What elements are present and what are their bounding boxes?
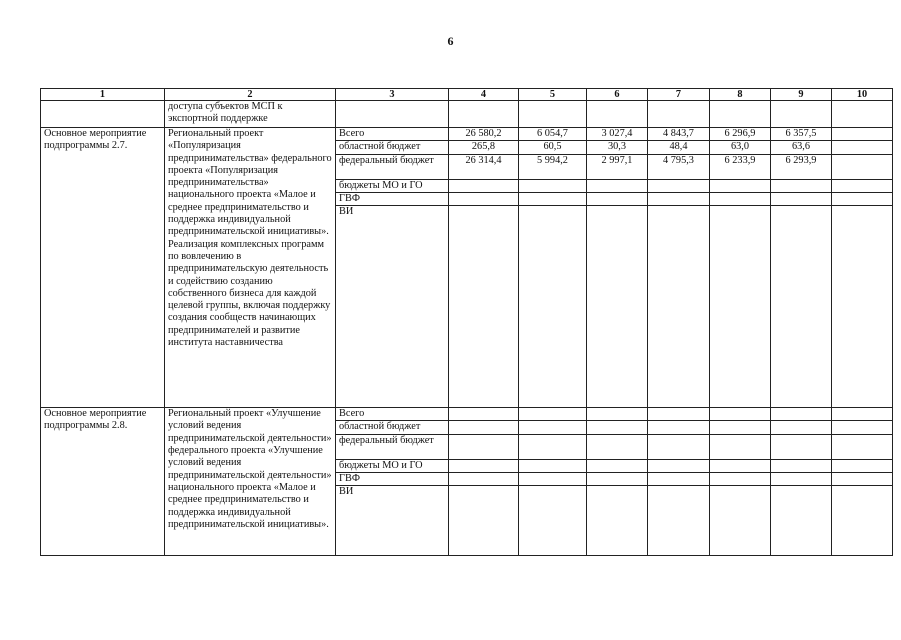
funding-source: ВИ: [336, 206, 449, 408]
value-cell: [832, 459, 893, 472]
value-cell: [832, 473, 893, 486]
value-cell: [648, 473, 710, 486]
funding-source: областной бюджет: [336, 421, 449, 434]
value-cell: [832, 141, 893, 154]
col-header-2: 2: [165, 89, 336, 101]
value-cell: [710, 179, 771, 192]
value-cell: 6 296,9: [710, 128, 771, 141]
value-cell: [648, 179, 710, 192]
value-cell: [648, 206, 710, 408]
page-number: 6: [447, 34, 454, 48]
empty-cell: [648, 101, 710, 128]
value-cell: [449, 206, 519, 408]
empty-cell: [41, 101, 165, 128]
value-cell: [648, 192, 710, 205]
value-cell: 60,5: [519, 141, 587, 154]
funding-source: федеральный бюджет: [336, 154, 449, 179]
funding-source: Всего: [336, 408, 449, 421]
value-cell: [710, 459, 771, 472]
value-cell: 6 357,5: [771, 128, 832, 141]
value-cell: [587, 434, 648, 459]
continuation-text: доступа субъектов МСП к экспортной поддержке: [165, 101, 336, 128]
value-cell: [710, 192, 771, 205]
value-cell: 48,4: [648, 141, 710, 154]
value-cell: [771, 206, 832, 408]
empty-cell: [519, 101, 587, 128]
value-cell: [519, 434, 587, 459]
value-cell: [648, 486, 710, 556]
value-cell: [771, 459, 832, 472]
value-cell: 2 997,1: [587, 154, 648, 179]
value-cell: 4 843,7: [648, 128, 710, 141]
empty-cell: [710, 101, 771, 128]
value-cell: [519, 473, 587, 486]
value-cell: [587, 408, 648, 421]
value-cell: [519, 179, 587, 192]
value-cell: [832, 192, 893, 205]
funding-source: федеральный бюджет: [336, 434, 449, 459]
value-cell: [587, 192, 648, 205]
value-cell: 6 054,7: [519, 128, 587, 141]
value-cell: [519, 408, 587, 421]
value-cell: 265,8: [449, 141, 519, 154]
empty-cell: [587, 101, 648, 128]
value-cell: [832, 421, 893, 434]
value-cell: 26 314,4: [449, 154, 519, 179]
value-cell: [710, 421, 771, 434]
value-cell: [449, 408, 519, 421]
value-cell: [449, 179, 519, 192]
col-header-6: 6: [587, 89, 648, 101]
value-cell: [587, 459, 648, 472]
value-cell: [587, 179, 648, 192]
value-cell: [832, 486, 893, 556]
value-cell: [771, 434, 832, 459]
value-cell: [587, 421, 648, 434]
value-cell: [832, 154, 893, 179]
event-name: Основное мероприятие подпрограммы 2.7.: [41, 128, 165, 408]
value-cell: 6 233,9: [710, 154, 771, 179]
value-cell: [449, 421, 519, 434]
value-cell: [771, 486, 832, 556]
funding-source: областной бюджет: [336, 141, 449, 154]
col-header-3: 3: [336, 89, 449, 101]
value-cell: [449, 459, 519, 472]
value-cell: 3 027,4: [587, 128, 648, 141]
value-cell: [832, 179, 893, 192]
table-row: [41, 128, 893, 141]
value-cell: [710, 473, 771, 486]
value-cell: [519, 192, 587, 205]
event-description: Региональный проект «Улучшение условий ведения предпринимательской деятельности» федерального проекта «Улучшение условий ведения предпринимательской деятельности» национального проекта «Малое и среднее предпринимательство и поддержка индивидуальной предпринимательской инициативы».: [165, 408, 336, 556]
value-cell: [449, 473, 519, 486]
value-cell: [832, 206, 893, 408]
value-cell: 26 580,2: [449, 128, 519, 141]
header-row: [41, 89, 893, 101]
value-cell: [449, 434, 519, 459]
value-cell: [648, 459, 710, 472]
value-cell: 63,6: [771, 141, 832, 154]
value-cell: [519, 206, 587, 408]
value-cell: [710, 206, 771, 408]
empty-cell: [336, 101, 449, 128]
value-cell: [771, 473, 832, 486]
col-header-1: 1: [41, 89, 165, 101]
value-cell: [771, 192, 832, 205]
col-header-8: 8: [710, 89, 771, 101]
table-row: [41, 408, 893, 421]
value-cell: [832, 128, 893, 141]
value-cell: 4 795,3: [648, 154, 710, 179]
funding-source: ГВФ: [336, 192, 449, 205]
continuation-row: [41, 101, 893, 128]
empty-cell: [449, 101, 519, 128]
value-cell: [648, 421, 710, 434]
empty-cell: [771, 101, 832, 128]
value-cell: [519, 421, 587, 434]
event-name: Основное мероприятие подпрограммы 2.8.: [41, 408, 165, 556]
funding-source: Всего: [336, 128, 449, 141]
funding-source: бюджеты МО и ГО: [336, 179, 449, 192]
value-cell: 6 293,9: [771, 154, 832, 179]
funding-source: бюджеты МО и ГО: [336, 459, 449, 472]
funding-source: ГВФ: [336, 473, 449, 486]
value-cell: [587, 206, 648, 408]
value-cell: [449, 192, 519, 205]
value-cell: [587, 473, 648, 486]
program-table: [40, 88, 893, 556]
col-header-5: 5: [519, 89, 587, 101]
value-cell: [771, 179, 832, 192]
value-cell: [771, 421, 832, 434]
value-cell: [710, 434, 771, 459]
value-cell: 5 994,2: [519, 154, 587, 179]
value-cell: [832, 408, 893, 421]
event-description: Региональный проект «Популяризация предпринимательства» федерального проекта «Популяризация предпринимательства» национального проекта «Малое и среднее предпринимательство и поддержка индивидуальной предпринимательской инициативы». Реализация комплексных программ по вовлечению в предпринимательскую деятельность и содействию созданию собственного бизнеса для каждой целевой группы, включая поддержку создания сообществ начинающих предпринимателей и развитие института наставничества: [165, 128, 336, 408]
value-cell: [449, 486, 519, 556]
col-header-9: 9: [771, 89, 832, 101]
value-cell: 63,0: [710, 141, 771, 154]
value-cell: [587, 486, 648, 556]
value-cell: [771, 408, 832, 421]
value-cell: [832, 434, 893, 459]
value-cell: [519, 486, 587, 556]
empty-cell: [832, 101, 893, 128]
col-header-10: 10: [832, 89, 893, 101]
funding-source: ВИ: [336, 486, 449, 556]
value-cell: 30,3: [587, 141, 648, 154]
value-cell: [710, 486, 771, 556]
value-cell: [648, 434, 710, 459]
value-cell: [710, 408, 771, 421]
col-header-4: 4: [449, 89, 519, 101]
value-cell: [519, 459, 587, 472]
value-cell: [648, 408, 710, 421]
col-header-7: 7: [648, 89, 710, 101]
